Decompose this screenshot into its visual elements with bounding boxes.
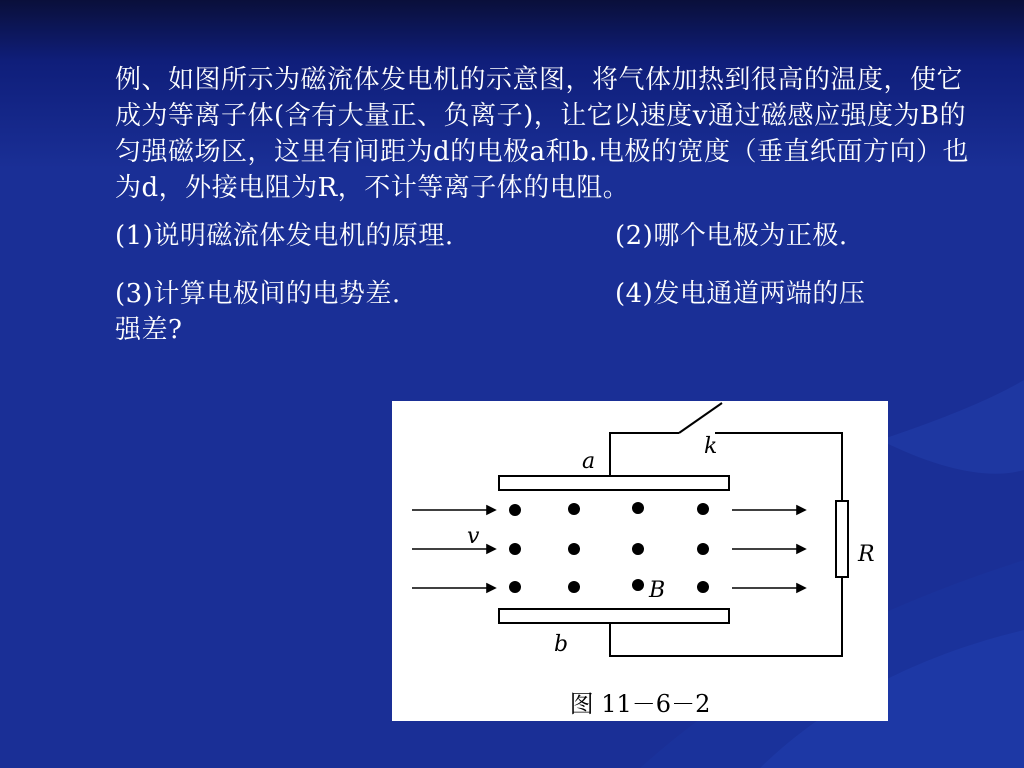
question-3: (3)计算电极间的电势差. [115,279,401,309]
label-a: a [582,449,596,474]
question-2: (2)哪个电极为正极. [615,221,848,251]
generator-diagram [392,401,888,721]
label-k: k [704,434,718,459]
figure-caption: 图 11－6－2 [569,690,711,718]
incoming-flow-arrows [412,506,495,592]
label-v: v [467,524,480,549]
wire-top [610,433,679,476]
question-4-continuation: 强差? [115,315,183,345]
question-row-1 [115,218,975,254]
wire-right-top [715,433,842,501]
electrode-b [499,609,729,623]
label-B: B [649,578,666,603]
content-area [115,62,975,348]
label-b: b [554,632,569,657]
problem-statement: 例、如图所示为磁流体发电机的示意图，将气体加热到很高的温度，使它成为等离子体(含有大量正、负离子)，让它以速度v通过磁感应强度为B的匀强磁场区，这里有间距为d的电极a和b.电极的宽度（垂直纸面方向）也为d，外接电阻为R，不计等离子体的电阻。 [115,65,970,203]
question-row-2 [115,276,975,312]
resistor-r [836,501,848,577]
label-R: R [858,542,875,567]
magnetic-field-dots [509,502,709,593]
electrode-a [499,476,729,490]
switch-k [679,403,722,433]
outgoing-flow-arrows [732,506,805,592]
question-4: (4)发电通道两端的压 [615,279,866,309]
question-1: (1)说明磁流体发电机的原理. [115,221,454,251]
generator-diagram-svg [392,401,888,691]
